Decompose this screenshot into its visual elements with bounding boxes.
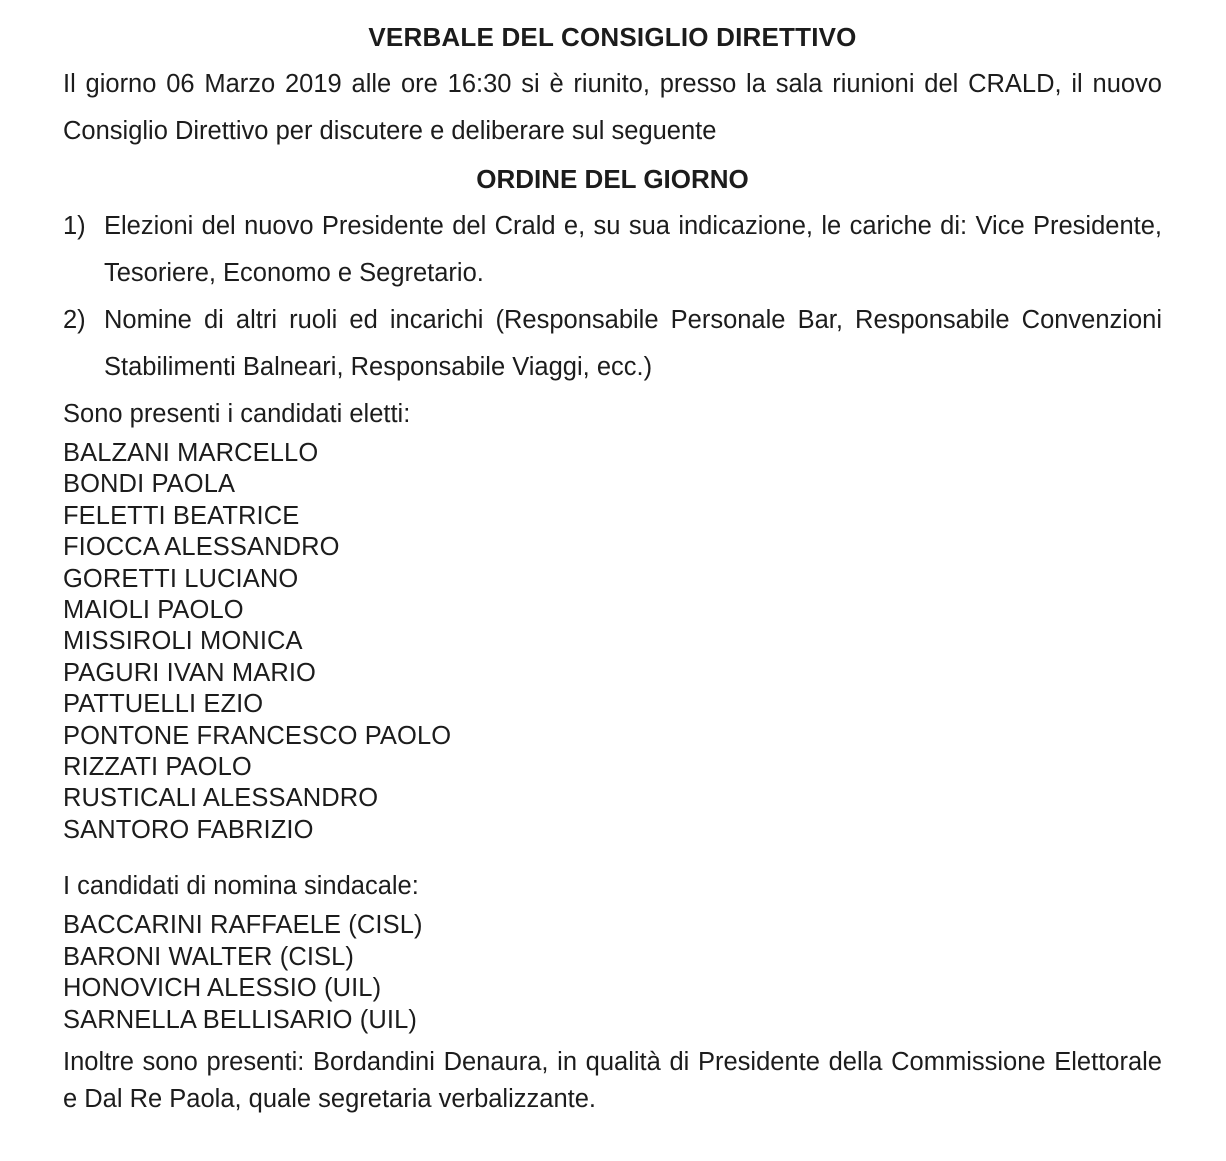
union-name: HONOVICH ALESSIO (UIL) <box>63 974 382 1003</box>
closing-paragraph: Inoltre sono presenti: Bordandini Denaura, in qualità di Presidente della Commissione Elettorale e Dal Re Paola, quale segretaria verbalizzante. <box>63 1047 1162 1113</box>
elected-name: FELETTI BEATRICE <box>63 501 300 530</box>
elected-name: PATTUELLI EZIO <box>63 690 264 719</box>
union-name: BACCARINI RAFFAELE (CISL) <box>63 911 423 940</box>
elected-name: SANTORO FABRIZIO <box>63 815 314 844</box>
union-list <box>63 910 1162 1036</box>
agenda-list <box>63 203 1162 391</box>
agenda-item-number: 2) <box>63 306 86 334</box>
elected-name: PAGURI IVAN MARIO <box>63 658 316 687</box>
agenda-item <box>63 203 1162 297</box>
elected-name: PONTONE FRANCESCO PAOLO <box>63 721 452 750</box>
elected-name: MISSIROLI MONICA <box>63 627 303 656</box>
opening-paragraph: Il giorno 06 Marzo 2019 alle ore 16:30 si è riunito, presso la sala riunioni del CRALD, il nuovo Consiglio Direttivo per discutere e deliberare sul seguente <box>63 70 1162 145</box>
elected-name: FIOCCA ALESSANDRO <box>63 533 340 562</box>
document-page <box>0 13 1226 1161</box>
elected-name: RUSTICALI ALESSANDRO <box>63 784 379 813</box>
agenda-title: ORDINE DEL GIORNO <box>476 164 749 194</box>
elected-name: BALZANI MARCELLO <box>63 439 319 467</box>
elected-name: BONDI PAOLA <box>63 470 236 499</box>
elected-intro: Sono presenti i candidati eletti: <box>63 400 411 428</box>
agenda-item-text: Nomine di altri ruoli ed incarichi (Responsabile Personale Bar, Responsabile Convenzioni Stabilimenti Balneari, Responsabile Viaggi, ecc.) <box>104 306 1162 381</box>
union-intro: I candidati di nomina sindacale: <box>63 872 419 901</box>
agenda-item-number: 1) <box>63 212 86 240</box>
agenda-item-text: Elezioni del nuovo Presidente del Crald e, su sua indicazione, le cariche di: Vice Presidente, Tesoriere, Economo e Segretario. <box>104 212 1162 287</box>
union-name: BARONI WALTER (CISL) <box>63 942 355 971</box>
elected-name: MAIOLI PAOLO <box>63 596 244 625</box>
elected-name: RIZZATI PAOLO <box>63 753 252 782</box>
elected-list <box>63 438 1162 846</box>
document-title: VERBALE DEL CONSIGLIO DIRETTIVO <box>368 22 857 52</box>
agenda-item <box>63 297 1162 391</box>
union-name: SARNELLA BELLISARIO (UIL) <box>63 1005 417 1034</box>
elected-name: GORETTI LUCIANO <box>63 564 299 593</box>
